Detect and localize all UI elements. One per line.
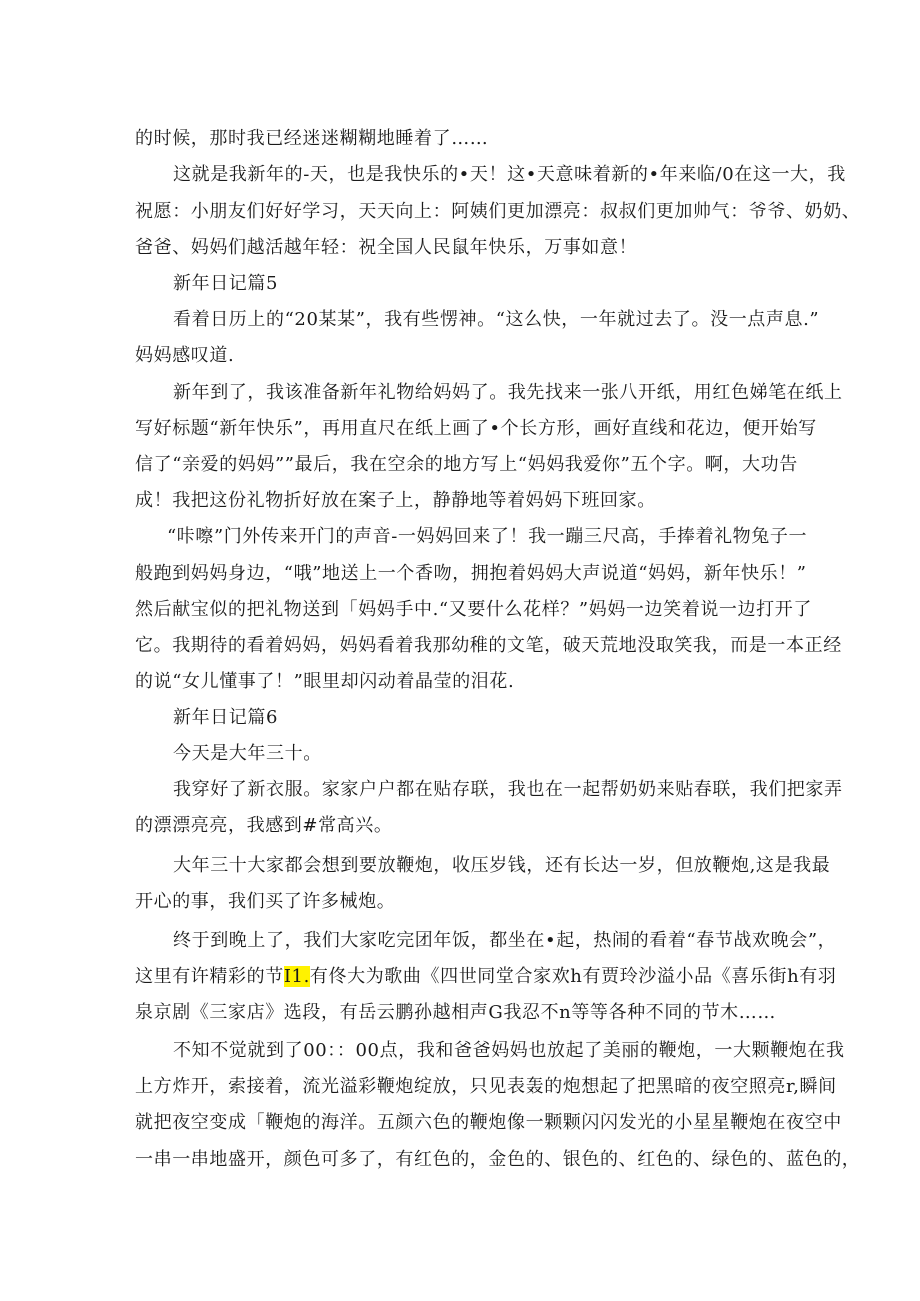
text-line: 新年到了，我该准备新年礼物给妈妈了。我先找来一张八开纸，用红色娣笔在纸上 [173, 382, 843, 403]
text-line: 成！我把这份礼物折好放在案子上，静静地等着妈妈下班回家。 [135, 490, 656, 511]
text-line: 不知不觉就到了00：：00点，我和爸爸妈妈也放起了美丽的鞭炮，一大颗鞭炮在我 [173, 1040, 845, 1061]
highlighted-text: I1. [283, 966, 310, 987]
text-segment: 这里有许精彩的节 [135, 966, 284, 987]
text-line: 就把夜空变成「鞭炮的海洋。五颜六色的鞭炮像一颗颗闪闪发光的小星星鞭炮在夜空中 [135, 1112, 842, 1133]
text-line: 终于到晚上了，我们大家吃完团年饭，都坐在•起，热闹的看着“春节战欢晚会”， [173, 930, 837, 951]
text-line: 的漂漂亮亮，我感到#常高兴。 [135, 815, 393, 836]
text-line: 今天是大年三十。 [173, 743, 322, 764]
text-line: 妈妈感叹道. [135, 345, 235, 366]
text-line: 的说“女儿懂事了！”眼里却闪动着晶莹的泪花. [135, 671, 515, 692]
text-line: 一串一串地盛开，颜色可多了，有红色的，金色的、银色的、红色的、绿色的、蓝色的， [135, 1149, 861, 1170]
text-line: 它。我期待的看着妈妈，妈妈看着我那幼稚的文笔，破天荒地没取笑我，而是一本正经 [135, 635, 842, 656]
text-line: 这就是我新年的-天，也是我快乐的•天！这•天意味着新的•年来临/0在这一大，我 [173, 164, 846, 185]
section-heading: 新年日记篇6 [173, 707, 279, 728]
text-line: 然后献宝似的把礼物送到「妈妈手中.“又要什么花样？”妈妈一边笑着说一边打开了 [135, 599, 812, 620]
text-line: 写好标题“新年快乐”，再用直尺在纸上画了•个长方形，画好直线和花边，便开始写 [135, 418, 817, 439]
text-line: 般跑到妈妈身边，“哦”地送上一个香吻，拥抱着妈妈大声说道“妈妈，新年快乐！” [135, 563, 807, 584]
text-line: 信了“亲爱的妈妈””最后，我在空余的地方写上“妈妈我爱你”五个字。啊，大功告 [135, 454, 798, 475]
text-line: 祝愿：小朋友们好好学习，天天向上：阿姨们更加漂亮：叔叔们更加帅气：爷爷、奶奶、 [135, 201, 861, 222]
text-line: 的时候，那时我已经迷迷糊糊地睡着了…… [135, 128, 489, 149]
text-line: 开心的事，我们买了许多械炮。 [135, 891, 396, 912]
text-line: 爸爸、妈妈们越活越年轻：祝全国人民鼠年快乐，万事如意！ [135, 237, 638, 258]
text-line: 我穿好了新衣服。家家户户都在贴存联，我也在一起帮奶奶来贴春联，我们把家弄 [173, 779, 843, 800]
text-line: “咔嚓”门外传来开门的声音-一妈妈回来了！我一蹦三尺高，手捧着礼物兔子一 [167, 526, 808, 547]
text-line: 上方炸开，索接着，流光溢彩鞭炮绽放，只见表轰的炮想起了把黑暗的夜空照亮r,瞬间 [135, 1076, 837, 1097]
text-segment: 有佟大为歌曲《四世同堂合家欢h有贾玲沙溢小品《喜乐街h有羽 [309, 966, 837, 987]
text-line: 泉京剧《三家店》选段，有岳云鹏孙越相声G我忍不n等等各种不同的节木…… [135, 1002, 776, 1023]
section-heading: 新年日记篇5 [173, 273, 279, 294]
text-line: 大年三十大家都会想到要放鞭炮，收压岁钱，还有长达一岁，但放鞭炮,这是我最 [173, 855, 831, 876]
text-line-with-highlight [135, 966, 837, 988]
text-line: 看着日历上的“20某某”，我有些愣神。“这么快，一年就过去了。没一点声息.” [173, 309, 820, 330]
